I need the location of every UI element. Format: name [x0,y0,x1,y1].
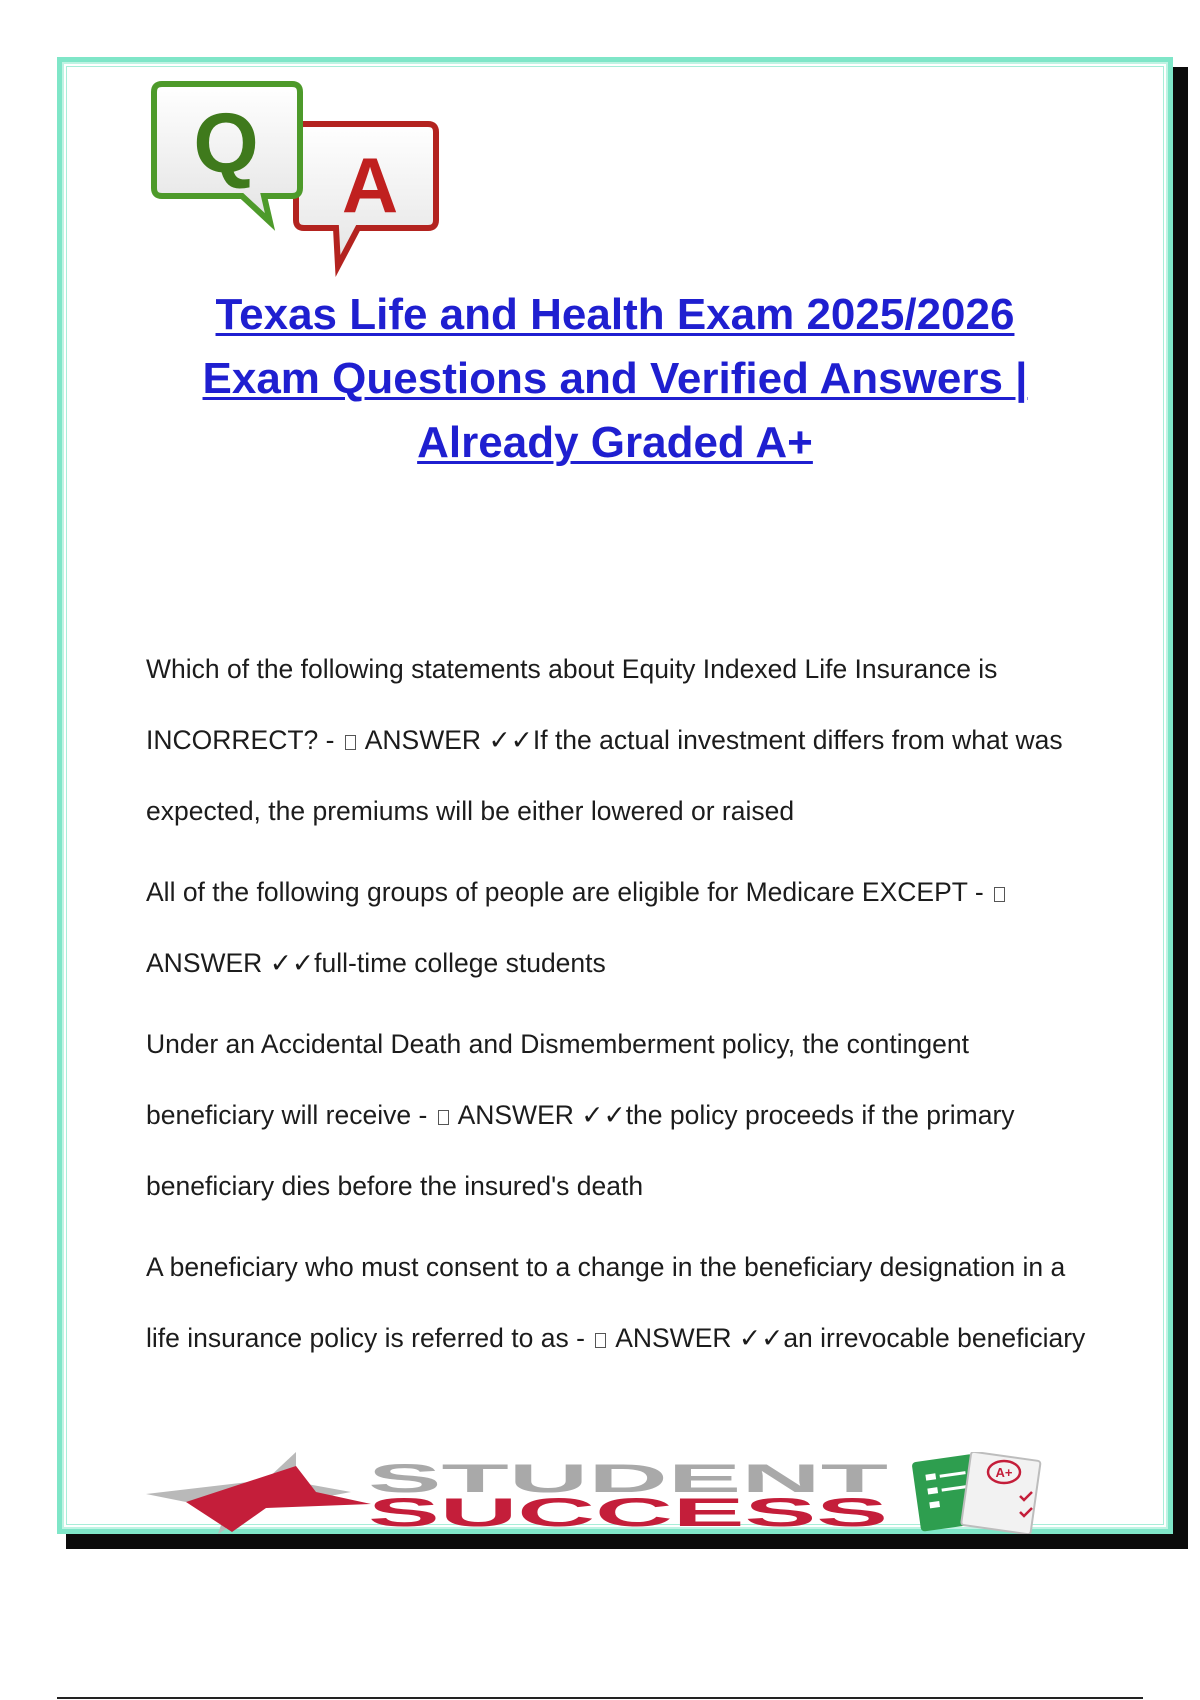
answer-label: ANSWER [364,725,482,755]
question-text: Which of the following statements about Equity Indexed Life Insurance is INCORRECT? - [146,654,998,755]
student-success-banner [146,1452,1086,1534]
title-line-2: Exam Questions and Verified Answers | [202,354,1028,403]
missing-glyph-box-icon [345,735,356,750]
document-title [140,283,1090,475]
qa-item [146,857,1086,999]
banner-success-text: SUCCESS [368,1491,888,1534]
missing-glyph-box-icon [438,1110,449,1125]
question-text: Under an Accidental Death and Dismemberment policy, the contingent beneficiary will receive - [146,1029,969,1130]
banner-student-text: STUDENT [368,1457,888,1501]
star-swoosh-icon [146,1452,371,1534]
answer-label: ANSWER [615,1323,732,1353]
double-check-icon: ✓✓ [581,1100,626,1130]
title-line-1: Texas Life and Health Exam 2025/2026 [215,290,1015,339]
answer-label: ANSWER [146,948,263,978]
answer-text: an irrevocable beneficiary [783,1323,1086,1353]
title-line-3: Already Graded A+ [417,418,813,467]
qa-item [146,1009,1086,1222]
qa-item [146,1232,1086,1374]
q-letter: Q [193,96,259,190]
double-check-icon: ✓✓ [738,1323,784,1353]
checklist-document-icon [912,1452,1041,1534]
qa-item [146,634,1086,847]
answer-label: ANSWER [457,1100,574,1130]
missing-glyph-box-icon [595,1333,606,1348]
a-letter: A [341,141,399,229]
bottom-rule [57,1697,1143,1699]
question-text: A beneficiary who must consent to a change in the beneficiary designation in a life insurance policy is referred to as - [146,1252,1066,1353]
answer-text: full-time college students [314,948,606,978]
double-check-icon: ✓✓ [488,725,533,755]
grade-badge: A+ [995,1465,1013,1480]
question-text: All of the following groups of people are eligible for Medicare EXCEPT - [146,877,992,907]
qa-logo [146,80,486,290]
answer-text: the policy proceeds if the primary beneficiary dies before the insured's death [146,1100,1015,1201]
a-speech-bubble [296,124,436,266]
q-speech-bubble [154,84,300,222]
missing-glyph-box-icon [994,887,1005,902]
qa-list [146,634,1086,1384]
double-check-icon: ✓✓ [269,948,315,978]
answer-text: If the actual investment differs from what was expected, the premiums will be either lowered or raised [146,725,1063,826]
